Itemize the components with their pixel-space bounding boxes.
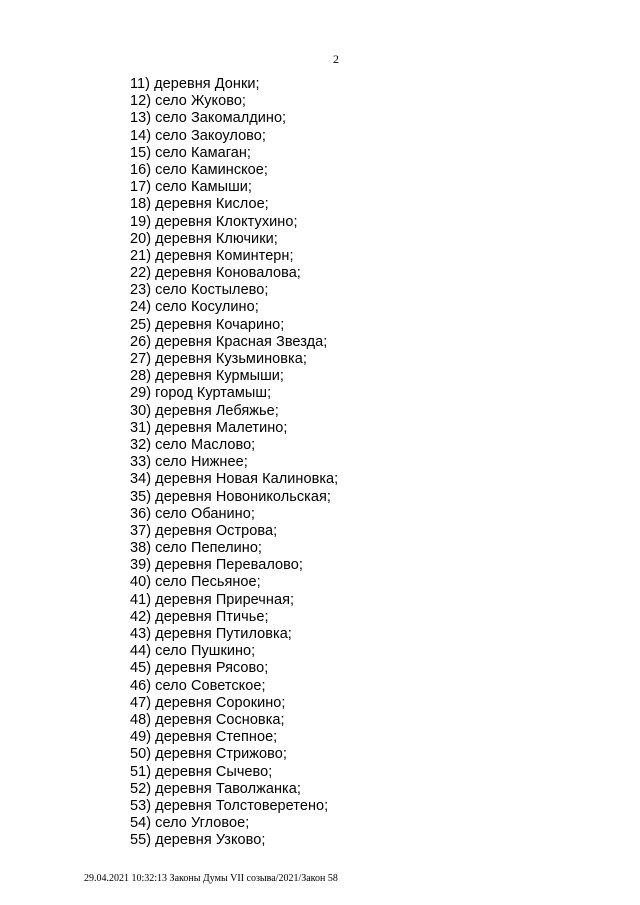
list-item: 52) деревня Таволжанка; <box>130 780 301 797</box>
list-item: 19) деревня Клоктухино; <box>130 213 298 230</box>
settlement-list <box>130 76 338 849</box>
list-item: 16) село Каминское; <box>130 161 268 178</box>
list-item: 46) село Советское; <box>130 677 266 694</box>
list-item: 40) село Песьяное; <box>130 574 261 591</box>
list-item: 34) деревня Новая Калиновка; <box>130 471 339 488</box>
list-item: 45) деревня Рясово; <box>130 660 269 677</box>
list-item: 47) деревня Сорокино; <box>130 694 286 711</box>
list-item: 22) деревня Коновалова; <box>130 265 301 282</box>
list-item: 23) село Костылево; <box>130 282 269 299</box>
list-item: 17) село Камыши; <box>130 179 252 196</box>
list-item: 54) село Угловое; <box>130 815 250 832</box>
list-item: 31) деревня Малетино; <box>130 419 288 436</box>
list-item: 13) село Закомалдино; <box>130 110 287 127</box>
list-item: 35) деревня Новоникольская; <box>130 488 331 505</box>
list-item: 18) деревня Кислое; <box>130 196 269 213</box>
list-item: 36) село Обанино; <box>130 505 255 522</box>
list-item: 55) деревня Узково; <box>130 832 266 849</box>
document-footer: 29.04.2021 10:32:13 Законы Думы VII созыва/2021/Закон 58 <box>84 873 338 884</box>
list-item: 39) деревня Перевалово; <box>130 557 303 574</box>
list-item: 41) деревня Приречная; <box>130 591 295 608</box>
list-item: 27) деревня Кузьминовка; <box>130 351 307 367</box>
list-item: 26) деревня Красная Звезда; <box>130 333 328 350</box>
list-item: 25) деревня Кочарино; <box>130 316 285 333</box>
list-item: 48) деревня Сосновка; <box>130 711 285 728</box>
list-item: 11) деревня Донки; <box>130 76 260 92</box>
list-item: 32) село Маслово; <box>130 436 256 453</box>
list-item: 29) город Куртамыш; <box>130 385 272 402</box>
list-item: 21) деревня Коминтерн; <box>130 247 294 264</box>
list-item: 50) деревня Стрижово; <box>130 746 287 763</box>
list-item: 20) деревня Ключики; <box>130 230 278 247</box>
list-item: 42) деревня Птичье; <box>130 608 269 625</box>
list-item: 28) деревня Курмыши; <box>130 368 284 385</box>
page-number: 2 <box>333 52 339 66</box>
list-item: 12) село Жуково; <box>130 93 247 110</box>
list-item: 53) деревня Толстоверетено; <box>130 797 329 814</box>
list-item: 24) село Косулино; <box>130 299 259 316</box>
list-item: 43) деревня Путиловка; <box>130 626 292 642</box>
list-item: 15) село Камаган; <box>130 144 251 161</box>
list-item: 33) село Нижнее; <box>130 454 248 471</box>
list-item: 44) село Пушкино; <box>130 643 256 660</box>
list-item: 49) деревня Степное; <box>130 729 278 746</box>
list-item: 38) село Пепелино; <box>130 540 263 557</box>
list-item: 37) деревня Острова; <box>130 522 278 539</box>
list-item: 14) село Закоулово; <box>130 127 266 144</box>
list-item: 30) деревня Лебяжье; <box>130 402 279 419</box>
list-item: 51) деревня Сычево; <box>130 763 273 780</box>
